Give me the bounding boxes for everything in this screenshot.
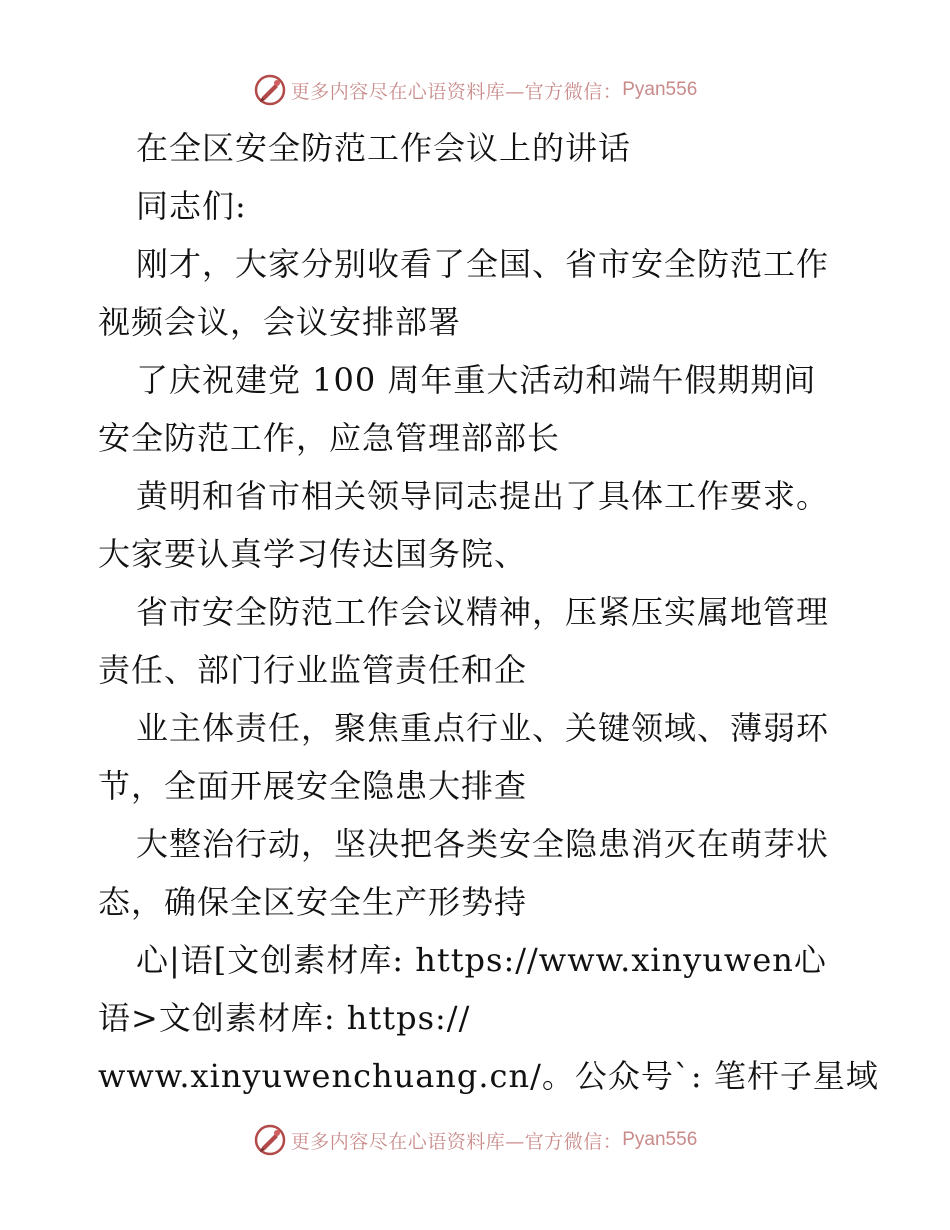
paragraph-line: 视频会议，会议安排部署 (98, 303, 462, 341)
paragraph-line: 了庆祝建党 100 周年重大活动和端午假期期间 (136, 361, 817, 399)
paragraph-line: 刚才，大家分别收看了全国、省市安全防范工作 (136, 245, 830, 283)
paragraph-line: 安全防范工作，应急管理部部长 (98, 419, 561, 457)
footer-banner-text: 更多内容尽在心语资料库—官方微信： (290, 1130, 623, 1153)
paragraph-line: 省市安全防范工作会议精神，压紧压实属地管理 (136, 593, 830, 631)
header-banner-id: Pyan556 (622, 79, 698, 100)
header-watermark-banner (0, 70, 950, 110)
paragraph-line: 语>文创素材库: https:// (98, 999, 471, 1037)
pen-logo-icon (253, 1123, 287, 1157)
salutation: 同志们: (136, 187, 247, 225)
paragraph-line: 责任、部门行业监管责任和企 (98, 651, 528, 689)
paragraph-line: 节，全面开展安全隐患大排查 (98, 767, 528, 805)
document-title: 在全区安全防范工作会议上的讲话 (136, 129, 632, 167)
paragraph-line: 心|语[文创素材库: https://www.xinyuwen心 (136, 941, 827, 979)
paragraph-line: 态，确保全区安全生产形势持 (98, 883, 528, 921)
footer-banner-id: Pyan556 (622, 1129, 698, 1150)
paragraph-line: 大整治行动，坚决把各类安全隐患消灭在萌芽状 (136, 825, 830, 863)
paragraph-line: 黄明和省市相关领导同志提出了具体工作要求。 (136, 477, 830, 515)
footer-watermark-banner (0, 1120, 950, 1160)
paragraph-line: 业主体责任，聚焦重点行业、关键领域、薄弱环 (136, 709, 830, 747)
header-banner-text: 更多内容尽在心语资料库—官方微信： (290, 80, 623, 103)
pen-logo-icon (253, 73, 287, 107)
paragraph-line: www.xinyuwenchuang.cn/。公众号`: 笔杆子星域 (98, 1057, 879, 1095)
paragraph-line: 大家要认真学习传达国务院、 (98, 535, 528, 573)
